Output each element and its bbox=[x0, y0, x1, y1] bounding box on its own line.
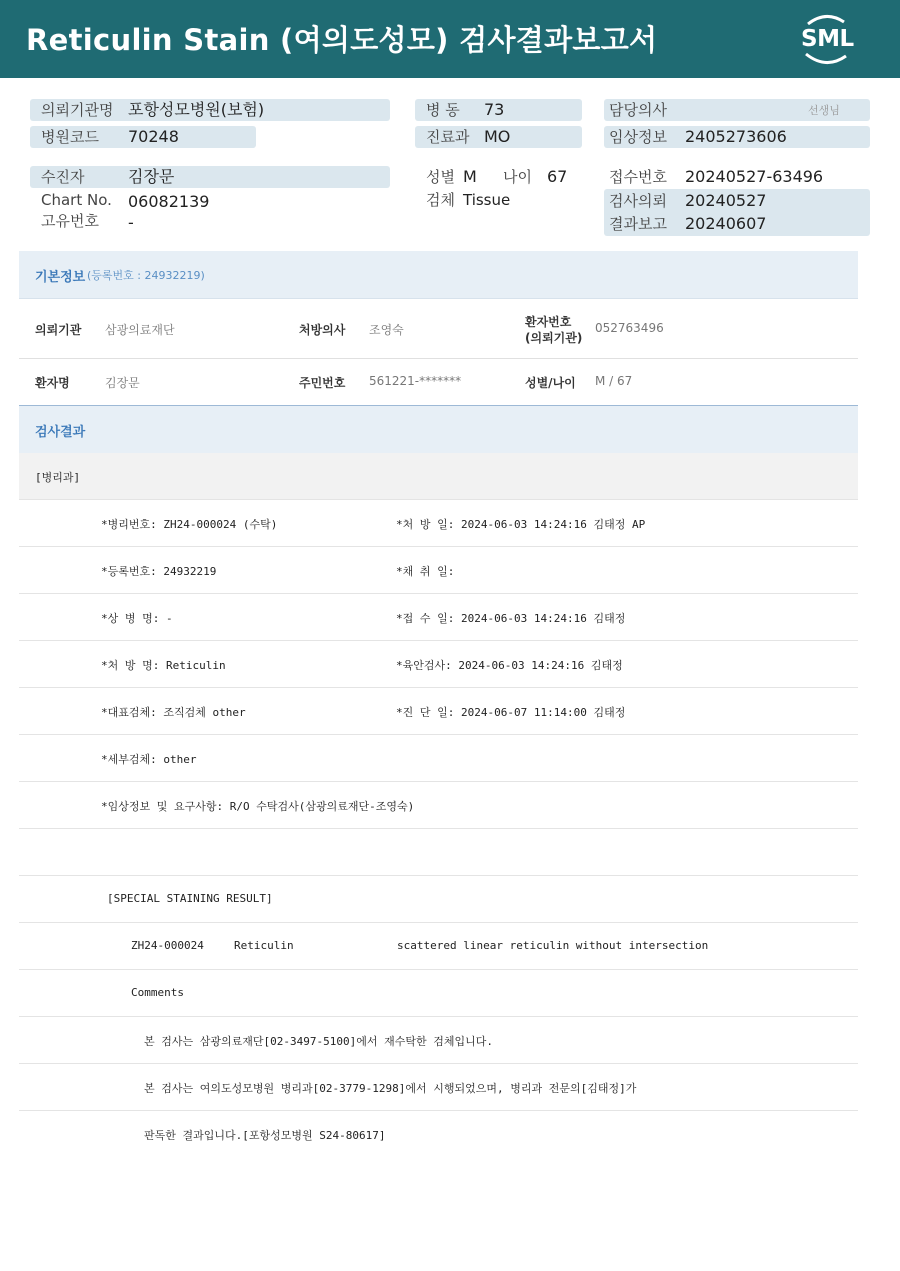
result-line-right: *채 취 일: bbox=[396, 565, 455, 578]
report-value: 20240607 bbox=[685, 214, 767, 233]
result-line bbox=[19, 641, 858, 688]
dept-label: 진료과 bbox=[426, 128, 470, 146]
comment-text: 판독한 결과입니다.[포항성모병원 S24-80617] bbox=[144, 1129, 386, 1142]
age-value: 67 bbox=[547, 167, 568, 186]
sex-label: 성별 bbox=[426, 168, 455, 186]
result-line bbox=[19, 500, 858, 547]
resident-number-value: 561221-******* bbox=[369, 374, 462, 388]
result-line-left: *세부검체: other bbox=[101, 753, 197, 766]
sex-value: M bbox=[463, 167, 477, 186]
receipt-value: 20240527-63496 bbox=[685, 167, 824, 186]
age-label: 나이 bbox=[503, 168, 532, 186]
prescribing-doctor-key: 처방의사 bbox=[299, 323, 346, 337]
result-line bbox=[19, 782, 858, 829]
ward-label: 병 동 bbox=[426, 101, 460, 119]
patient-label: 수진자 bbox=[41, 168, 85, 186]
stain-name: Reticulin bbox=[234, 939, 294, 952]
specimen-value: Tissue bbox=[463, 191, 511, 209]
doctor-suffix: 선생님 bbox=[808, 104, 840, 117]
comment-text: 본 검사는 여의도성모병원 병리과[02-3779-1298]에서 시행되었으며, 병리과 전문의[김태정]가 bbox=[144, 1082, 637, 1095]
result-line-left: *처 방 명: Reticulin bbox=[101, 659, 226, 672]
result-line-left: *대표검체: 조직검체 other bbox=[101, 706, 246, 719]
request-label: 검사의뢰 bbox=[609, 192, 667, 210]
basic-info-row-2 bbox=[19, 359, 858, 406]
sml-logo bbox=[798, 12, 854, 66]
sex-age-value: M / 67 bbox=[595, 374, 633, 388]
comment-line bbox=[19, 1064, 858, 1111]
patient-number-key: 환자번호 bbox=[525, 315, 572, 329]
result-line-left: *임상정보 및 요구사항: R/O 수탁검사(삼광의료재단-조영숙) bbox=[101, 800, 415, 813]
hospital-code-label: 병원코드 bbox=[41, 128, 99, 146]
sex-age-key: 성별/나이 bbox=[525, 376, 576, 390]
prescribing-doctor-value: 조영숙 bbox=[369, 323, 404, 337]
result-line-left: *상 병 명: - bbox=[101, 612, 173, 625]
result-line bbox=[19, 688, 858, 735]
doctor-label: 담당의사 bbox=[609, 101, 667, 119]
comment-line bbox=[19, 1017, 858, 1064]
dept-value: MO bbox=[484, 127, 511, 146]
result-line-right: *육안검사: 2024-06-03 14:24:16 김태정 bbox=[396, 659, 623, 672]
ward-value: 73 bbox=[484, 100, 505, 119]
result-line bbox=[19, 547, 858, 594]
logo-text: SML bbox=[801, 26, 854, 52]
report-header bbox=[0, 0, 900, 78]
result-line-left: *병리번호: ZH24-000024 (수탁) bbox=[101, 518, 278, 531]
special-staining-row bbox=[19, 876, 858, 923]
result-line-right: *접 수 일: 2024-06-03 14:24:16 김태정 bbox=[396, 612, 626, 625]
institution-value: 포항성모병원(보험) bbox=[128, 100, 265, 119]
patient-number-value: 052763496 bbox=[595, 321, 664, 335]
unique-value: - bbox=[128, 213, 134, 232]
specimen-label: 검체 bbox=[426, 191, 455, 209]
results-header bbox=[19, 406, 858, 453]
special-staining-title: [SPECIAL STAINING RESULT] bbox=[107, 892, 273, 905]
results-title: 검사결과 bbox=[35, 425, 86, 440]
receipt-label: 접수번호 bbox=[609, 168, 667, 186]
result-line bbox=[19, 594, 858, 641]
basic-info-header bbox=[19, 251, 858, 299]
referring-institution-key: 의뢰기관 bbox=[35, 323, 82, 337]
result-line-left: *등록번호: 24932219 bbox=[101, 565, 217, 578]
registration-number: (등록번호 : 24932219) bbox=[87, 269, 205, 282]
basic-info-title: 기본정보 bbox=[35, 270, 86, 285]
request-value: 20240527 bbox=[685, 191, 767, 210]
patient-name-key: 환자명 bbox=[35, 376, 70, 390]
clinical-label: 임상정보 bbox=[609, 128, 667, 146]
comments-label: Comments bbox=[131, 986, 184, 999]
patient-name-value: 김장문 bbox=[105, 376, 140, 390]
result-line-right: *처 방 일: 2024-06-03 14:24:16 김태정 AP bbox=[396, 518, 646, 531]
hospital-code-value: 70248 bbox=[128, 127, 179, 146]
comment-text: 본 검사는 삼광의료재단[02-3497-5100]에서 재수탁한 검체입니다. bbox=[144, 1035, 493, 1048]
resident-number-key: 주민번호 bbox=[299, 376, 346, 390]
chart-label: Chart No. bbox=[41, 191, 112, 209]
stain-result-row bbox=[19, 923, 858, 970]
comment-line bbox=[19, 1111, 858, 1157]
patient-value: 김장문 bbox=[128, 167, 175, 186]
stain-result: scattered linear reticulin without intersection bbox=[397, 939, 709, 952]
department-row bbox=[19, 453, 858, 500]
chart-value: 06082139 bbox=[128, 192, 210, 211]
report-title: Reticulin Stain (여의도성모) 검사결과보고서 bbox=[26, 23, 658, 57]
institution-label: 의뢰기관명 bbox=[41, 101, 114, 119]
stain-id: ZH24-000024 bbox=[131, 939, 204, 952]
patient-number-key-sub: (의뢰기관) bbox=[525, 331, 583, 345]
basic-info-row-1 bbox=[19, 299, 858, 359]
clinical-value: 2405273606 bbox=[685, 127, 787, 146]
comments-row bbox=[19, 970, 858, 1017]
unique-label: 고유번호 bbox=[41, 212, 99, 230]
blank-row bbox=[19, 829, 858, 876]
result-line-right: *진 단 일: 2024-06-07 11:14:00 김태정 bbox=[396, 706, 626, 719]
report-label: 결과보고 bbox=[609, 215, 667, 233]
result-line bbox=[19, 735, 858, 782]
department-label: [병리과] bbox=[35, 471, 81, 484]
referring-institution-value: 삼광의료재단 bbox=[105, 323, 175, 337]
